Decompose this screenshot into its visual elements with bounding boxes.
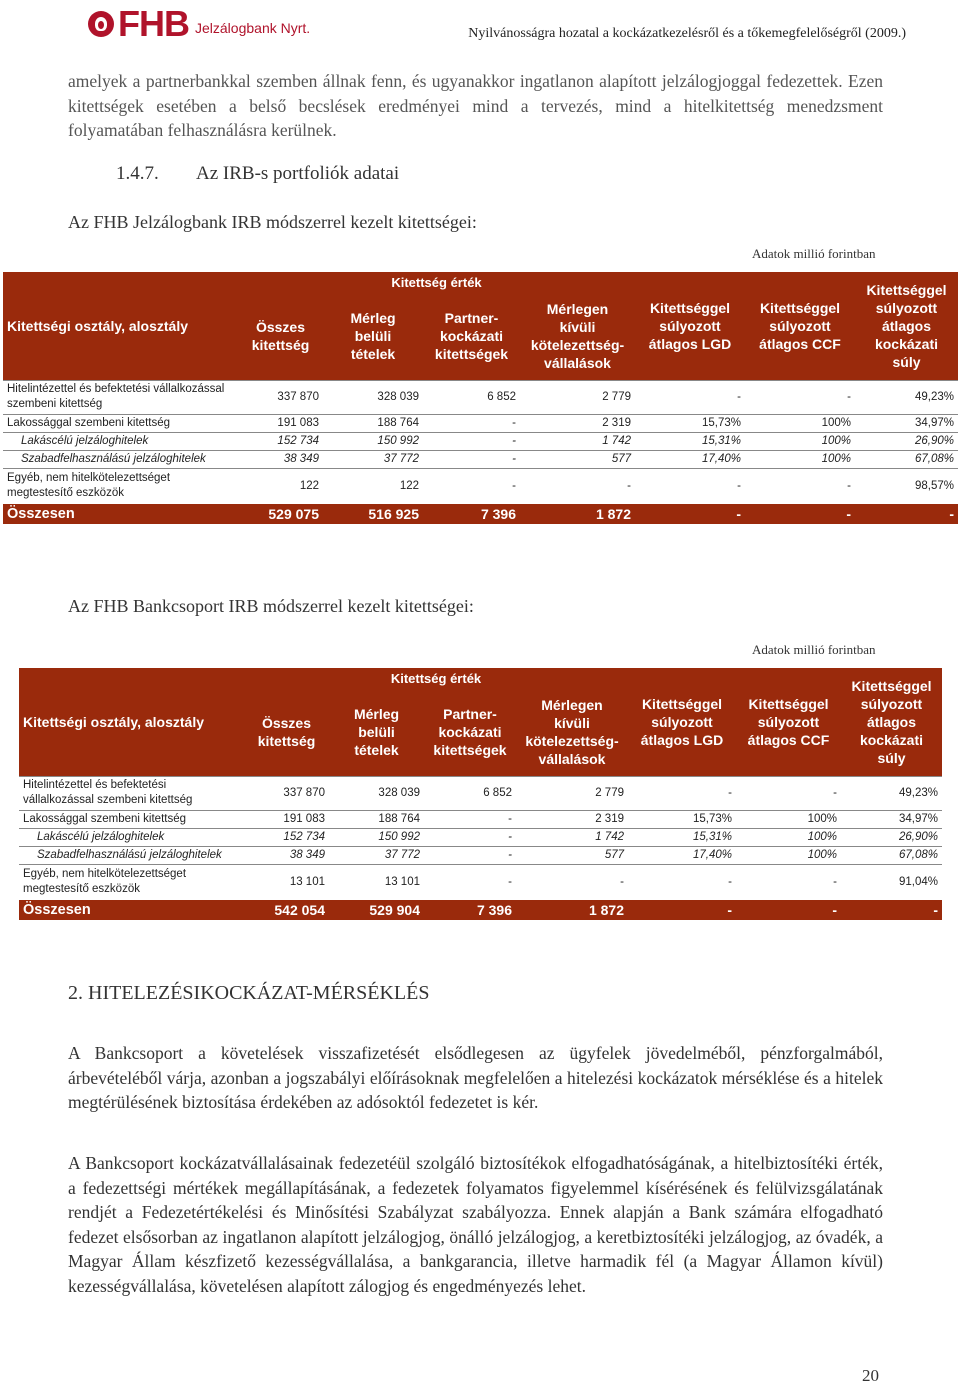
cell-ccf: - <box>745 380 855 414</box>
table-row <box>3 450 958 468</box>
total-cell-ccf: - <box>745 504 855 524</box>
cell-total: 152 734 <box>244 828 329 846</box>
cell-total: 122 <box>238 468 323 504</box>
cell-on: 122 <box>323 468 423 504</box>
irb-table-bankcsoport <box>19 668 942 920</box>
table-row <box>19 776 942 810</box>
cell-total: 38 349 <box>244 846 329 864</box>
cell-rw: 26,90% <box>841 828 942 846</box>
cell-ccr: - <box>423 450 520 468</box>
row-label: Hitelintézettel és befektetési vállalkozással szembeni kitettség <box>3 380 238 414</box>
cell-off: 1 742 <box>520 432 635 450</box>
cell-ccf: - <box>736 776 841 810</box>
table-row <box>3 432 958 450</box>
fhb-logo-icon <box>88 11 114 37</box>
row-label: Lakáscélú jelzáloghitelek <box>3 432 238 450</box>
cell-lgd: - <box>628 864 736 900</box>
cell-ccf: 100% <box>736 846 841 864</box>
cell-off: 2 319 <box>520 414 635 432</box>
cell-off: - <box>516 864 628 900</box>
total-cell-on: 516 925 <box>323 504 423 524</box>
table-row <box>3 380 958 414</box>
logo-subtitle: Jelzálogbank Nyrt. <box>195 20 311 36</box>
row-label: Egyéb, nem hitelkötelezettséget megtestesítő eszközök <box>3 468 238 504</box>
table1-units: Adatok millió forintban <box>752 246 876 261</box>
header-off-balance: Mérlegen kívüli kötelezettség- vállalások <box>516 689 628 776</box>
header-on-balance: Mérleg belüli tételek <box>329 689 424 776</box>
table-row <box>19 828 942 846</box>
header-total: Összes kitettség <box>244 689 329 776</box>
row-label: Lakossággal szembeni kitettség <box>19 810 244 828</box>
cell-rw: 26,90% <box>855 432 958 450</box>
cell-rw: 91,04% <box>841 864 942 900</box>
cell-off: 2 319 <box>516 810 628 828</box>
header-rw: Kitettséggel súlyozott átlagos kockázati súly <box>841 668 942 776</box>
cell-lgd: 15,73% <box>635 414 745 432</box>
cell-ccf: 100% <box>745 450 855 468</box>
total-row <box>19 900 942 920</box>
cell-on: 188 764 <box>329 810 424 828</box>
cell-on: 188 764 <box>323 414 423 432</box>
header-exposure-value: Kitettség érték <box>238 272 635 293</box>
cell-rw: 34,97% <box>855 414 958 432</box>
header-lgd: Kitettséggel súlyozott átlagos LGD <box>635 272 745 380</box>
header-off-balance: Mérlegen kívüli kötelezettség- vállalások <box>520 293 635 380</box>
cell-total: 337 870 <box>238 380 323 414</box>
cell-rw: 49,23% <box>855 380 958 414</box>
cell-ccr: - <box>424 810 516 828</box>
table-row <box>19 864 942 900</box>
total-label: Összesen <box>19 900 244 920</box>
total-cell-ccr: 7 396 <box>424 900 516 920</box>
row-label: Hitelintézettel és befektetési vállalkozással szembeni kitettség <box>19 776 244 810</box>
header-exposure-value: Kitettség érték <box>244 668 628 689</box>
cell-ccr: 6 852 <box>423 380 520 414</box>
cell-lgd: 15,73% <box>628 810 736 828</box>
cell-ccr: - <box>424 828 516 846</box>
cell-lgd: - <box>635 380 745 414</box>
cell-lgd: 15,31% <box>628 828 736 846</box>
page-number: 20 <box>862 1366 879 1385</box>
cell-total: 152 734 <box>238 432 323 450</box>
fhb-logo <box>88 4 310 44</box>
table-row <box>3 414 958 432</box>
cell-total: 191 083 <box>244 810 329 828</box>
header-ccf: Kitettséggel súlyozott átlagos CCF <box>736 668 841 776</box>
cell-off: 2 779 <box>520 380 635 414</box>
table2-caption: Az FHB Bankcsoport IRB módszerrel kezelt kitettségei: <box>68 596 474 616</box>
cell-rw: 67,08% <box>841 846 942 864</box>
cell-on: 37 772 <box>323 450 423 468</box>
cell-ccr: - <box>424 846 516 864</box>
section-2-paragraph-2: A Bankcsoport kockázatvállalásainak fedezetéül szolgáló biztosítékok elfogadhatóságának, a hitelbiztosítéki érték, a fedezettségi mértékek megállapításának, a fedezetek folyamatos figyelemmel kísérésének és felülvizsgálatának rendjét a Fedezetértékelési és Minősítési Szabályzat szabályozza. Ennek alapján a Bank számára elfogadható fedezet elsősorban az ingatlanon alapított jelzálogjog, önálló jelzálogjog, a keretbiztosítéki jelzálogjog, az óvadék, a Magyar Állam készfizető kezességvállalása, a bankgarancia, illetve harmadik fél (a Magyar Államon kívül) kezességvállalása, követelésen alapított zálogjog és engedményezés lehet. <box>68 1153 883 1296</box>
table2-units: Adatok millió forintban <box>752 642 876 657</box>
row-label: Szabadfelhasználású jelzáloghitelek <box>3 450 238 468</box>
header-ccr: Partner- kockázati kitettségek <box>423 293 520 380</box>
cell-ccf: 100% <box>736 810 841 828</box>
cell-on: 328 039 <box>323 380 423 414</box>
header-ccr: Partner- kockázati kitettségek <box>424 689 516 776</box>
cell-ccr: 6 852 <box>424 776 516 810</box>
header-total: Összes kitettség <box>238 293 323 380</box>
row-label: Szabadfelhasználású jelzáloghitelek <box>19 846 244 864</box>
total-cell-total: 542 054 <box>244 900 329 920</box>
cell-on: 37 772 <box>329 846 424 864</box>
total-cell-rw: - <box>841 900 942 920</box>
cell-ccr: - <box>423 432 520 450</box>
total-label: Összesen <box>3 504 238 524</box>
cell-off: 577 <box>516 846 628 864</box>
cell-on: 150 992 <box>323 432 423 450</box>
total-cell-ccr: 7 396 <box>423 504 520 524</box>
cell-ccr: - <box>424 864 516 900</box>
cell-ccr: - <box>423 414 520 432</box>
total-cell-on: 529 904 <box>329 900 424 920</box>
header-ccf: Kitettséggel súlyozott átlagos CCF <box>745 272 855 380</box>
cell-off: - <box>520 468 635 504</box>
section-title: Az IRB-s portfoliók adatai <box>196 163 400 184</box>
row-label: Lakáscélú jelzáloghitelek <box>19 828 244 846</box>
section-2-title: 2. HITELEZÉSIKOCKÁZAT-MÉRSÉKLÉS <box>68 982 430 1004</box>
total-cell-off: 1 872 <box>516 900 628 920</box>
section-number: 1.4.7. <box>116 163 159 184</box>
row-label: Egyéb, nem hitelkötelezettséget megtestesítő eszközök <box>19 864 244 900</box>
cell-on: 328 039 <box>329 776 424 810</box>
total-row <box>3 504 958 524</box>
cell-total: 191 083 <box>238 414 323 432</box>
total-cell-lgd: - <box>635 504 745 524</box>
irb-table-jelzalogbank <box>3 272 958 524</box>
table-row <box>19 846 942 864</box>
logo-text: FHB <box>118 3 189 44</box>
total-cell-ccf: - <box>736 900 841 920</box>
cell-rw: 67,08% <box>855 450 958 468</box>
section-2-paragraph-1: A Bankcsoport a követelések visszafizetését elsődlegesen az ügyfelek jövedelméből, pénzforgalmából, árbevételéből várja, azonban a jogszabályi előírásoknak megfelelően a hitelezési kockázatok mérséklése és a hitelek megtérülésének biztosítása érdekében az adósoktól fedezetet is kér. <box>68 1043 883 1112</box>
cell-rw: 49,23% <box>841 776 942 810</box>
header-class: Kitettségi osztály, alosztály <box>3 272 238 380</box>
header-title: Nyilvánosságra hozatal a kockázatkezelésről és a tőkemegfelelőségről (2009.) <box>468 26 906 41</box>
cell-off: 577 <box>520 450 635 468</box>
header-class: Kitettségi osztály, alosztály <box>19 668 244 776</box>
cell-off: 1 742 <box>516 828 628 846</box>
header-lgd: Kitettséggel súlyozott átlagos LGD <box>628 668 736 776</box>
cell-lgd: 17,40% <box>628 846 736 864</box>
cell-lgd: 17,40% <box>635 450 745 468</box>
total-cell-off: 1 872 <box>520 504 635 524</box>
cell-off: 2 779 <box>516 776 628 810</box>
total-cell-lgd: - <box>628 900 736 920</box>
table1-caption: Az FHB Jelzálogbank IRB módszerrel kezelt kitettségei: <box>68 212 477 232</box>
cell-lgd: - <box>635 468 745 504</box>
cell-lgd: 15,31% <box>635 432 745 450</box>
cell-rw: 98,57% <box>855 468 958 504</box>
cell-total: 38 349 <box>238 450 323 468</box>
page-header <box>66 0 906 48</box>
cell-ccf: 100% <box>745 432 855 450</box>
cell-lgd: - <box>628 776 736 810</box>
cell-ccf: 100% <box>736 828 841 846</box>
row-label: Lakossággal szembeni kitettség <box>3 414 238 432</box>
table-row <box>3 468 958 504</box>
cell-on: 13 101 <box>329 864 424 900</box>
cell-ccr: - <box>423 468 520 504</box>
header-on-balance: Mérleg belüli tételek <box>323 293 423 380</box>
total-cell-rw: - <box>855 504 958 524</box>
cell-on: 150 992 <box>329 828 424 846</box>
cell-total: 337 870 <box>244 776 329 810</box>
table-row <box>19 810 942 828</box>
cell-ccf: - <box>736 864 841 900</box>
cell-ccf: - <box>745 468 855 504</box>
intro-paragraph: amelyek a partnerbankkal szemben állnak fenn, és ugyanakkor ingatlanon alapított jelzálogjoggal fedezettek. Ezen kitettségek esetében a belső becslések eredményei mind a tervezés, mind a hitelkitettség menedzsment folyamatában felhasználásra kerülnek. <box>68 71 883 140</box>
cell-ccf: 100% <box>745 414 855 432</box>
header-rw: Kitettséggel súlyozott átlagos kockázati súly <box>855 272 958 380</box>
total-cell-total: 529 075 <box>238 504 323 524</box>
cell-rw: 34,97% <box>841 810 942 828</box>
cell-total: 13 101 <box>244 864 329 900</box>
